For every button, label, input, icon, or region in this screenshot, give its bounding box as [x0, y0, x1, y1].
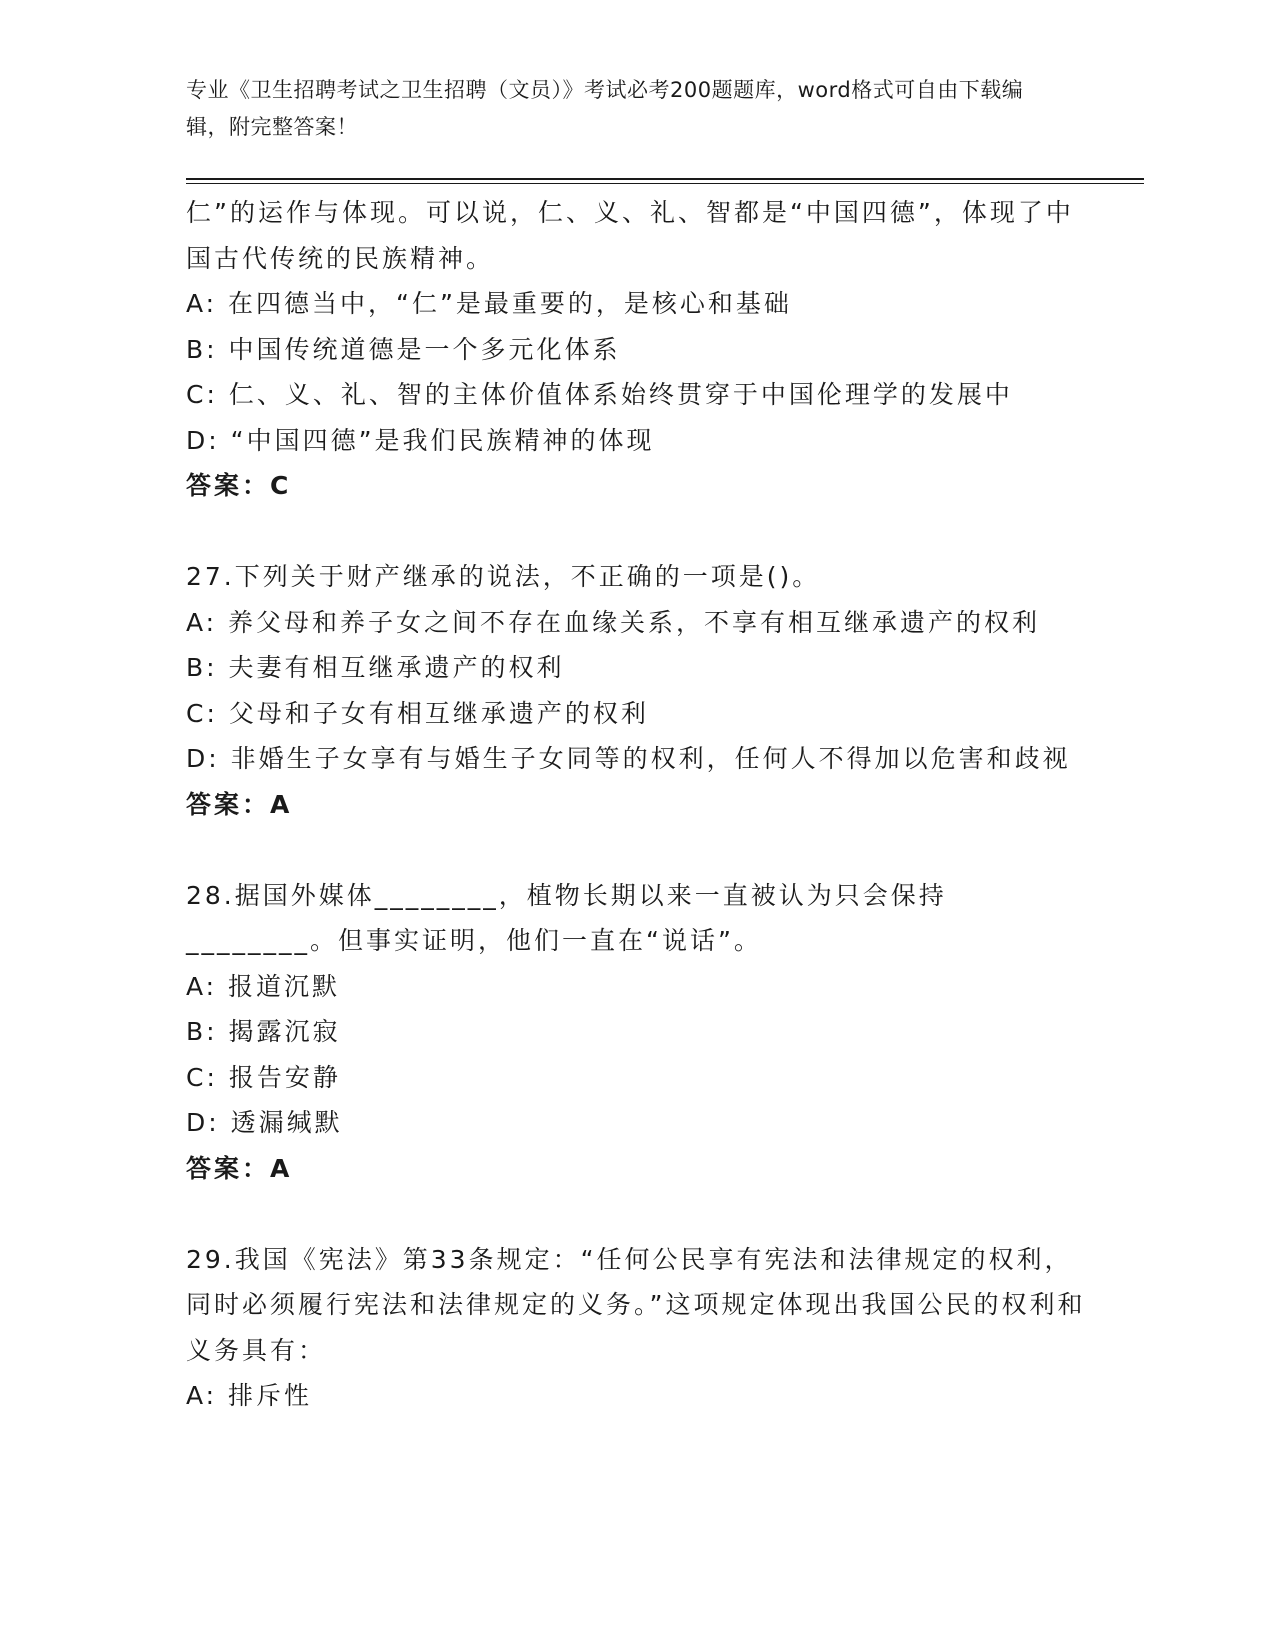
option-d: D: 非婚生子女享有与婚生子女同等的权利，任何人不得加以危害和歧视	[186, 744, 1071, 773]
option-a: A: 报道沉默	[186, 971, 341, 1001]
option-a: A: 在四德当中，“仁”是最重要的，是核心和基础	[186, 289, 792, 318]
option-c: C: 报告安静	[186, 1062, 341, 1092]
header-rule-thin	[186, 183, 1144, 184]
question-stem: 29.我国《宪法》第33条规定：“任何公民享有宪法和法律规定的权利，同时必须履行宪法和法律规定的义务。”这项规定体现出我国公民的权利和义务具有：	[186, 1244, 1086, 1365]
document-body	[186, 190, 1086, 1419]
question-stem: 27.下列关于财产继承的说法，不正确的一项是()。	[186, 562, 821, 591]
page-header	[186, 72, 1066, 146]
answer: 答案：A	[186, 1153, 293, 1183]
option-a: A: 排斥性	[186, 1381, 313, 1410]
option-c: C: 仁、义、礼、智的主体价值体系始终贯穿于中国伦理学的发展中	[186, 380, 1013, 409]
option-b: B: 揭露沉寂	[186, 1017, 341, 1046]
answer: 答案：C	[186, 471, 292, 500]
question-28	[186, 873, 1086, 1192]
header-rule-thick	[186, 178, 1144, 180]
option-d: D: “中国四德”是我们民族精神的体现	[186, 425, 655, 455]
option-d: D: 透漏缄默	[186, 1108, 343, 1137]
question-stem: 仁”的运作与体现。可以说，仁、义、礼、智都是“中国四德”，体现了中国古代传统的民族精神。	[186, 198, 1074, 273]
question-stem: 28.据国外媒体________，植物长期以来一直被认为只会保持________。但事实证明，他们一直在“说话”。	[186, 880, 947, 955]
option-a: A: 养父母和养子女之间不存在血缘关系，不享有相互继承遗产的权利	[186, 607, 1041, 637]
option-b: B: 夫妻有相互继承遗产的权利	[186, 653, 565, 682]
header-text: 专业《卫生招聘考试之卫生招聘（文员）》考试必考200题题库，word格式可自由下载编辑，附完整答案！	[186, 78, 1024, 139]
question-26	[186, 190, 1086, 509]
answer: 答案：A	[186, 789, 293, 819]
question-27	[186, 554, 1086, 827]
option-c: C: 父母和子女有相互继承遗产的权利	[186, 698, 649, 728]
question-29	[186, 1237, 1086, 1419]
option-b: B: 中国传统道德是一个多元化体系	[186, 334, 621, 364]
